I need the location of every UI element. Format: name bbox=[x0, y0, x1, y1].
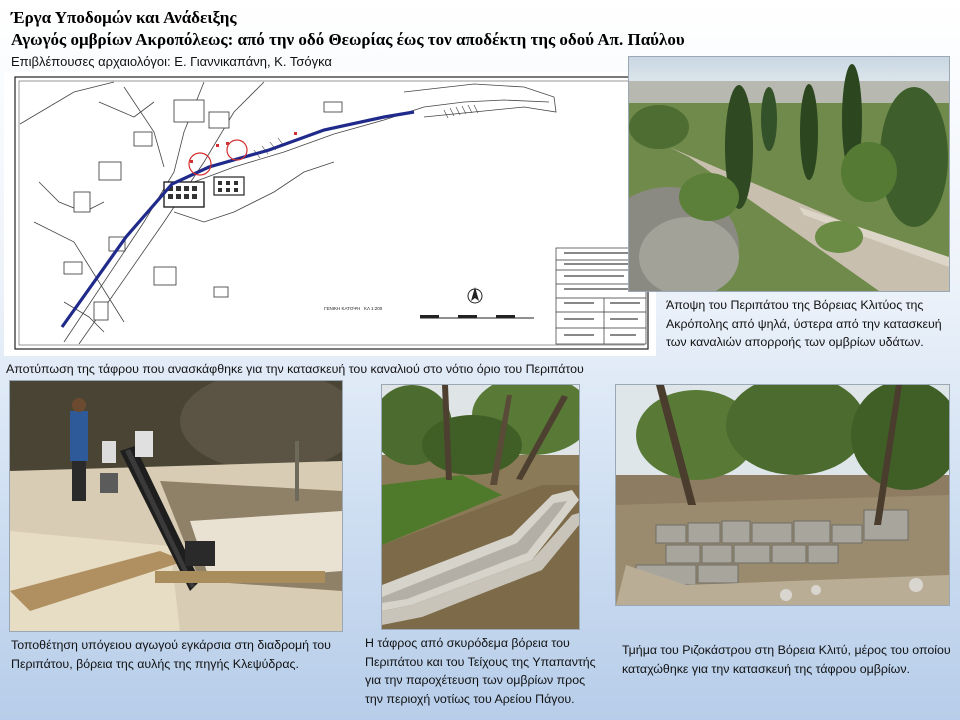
concrete-trench-photo bbox=[381, 384, 580, 630]
plan-title: ΓΕΝΙΚΗ ΚΑΤΟΨΗ bbox=[324, 306, 361, 311]
supervisors-line: Επιβλέπουσες αρχαιολόγοι: Ε. Γιαννικαπάνη, Κ. Τσόγκα bbox=[11, 54, 332, 69]
scale-bar bbox=[420, 315, 534, 318]
page-subtitle: Αγωγός ομβρίων Ακροπόλεως: από την οδό Θεωρίας έως τον αποδέκτη της οδού Απ. Παύλου bbox=[11, 30, 685, 49]
promenade-view-photo bbox=[628, 56, 950, 292]
plan-scale: ΚΛ 1:200 bbox=[364, 306, 383, 311]
site-plan-drawing bbox=[4, 72, 656, 356]
promenade-view-caption: Άποψη του Περιπάτου της Βόρειας Κλιτύος της Ακρόπολης από ψηλά, ύστερα από την κατασκευή των καναλιών απορροής των ομβρίων υδάτων. bbox=[666, 298, 942, 349]
rizokastro-wall-photo bbox=[615, 384, 950, 606]
wall-caption: Τμήμα του Ριζοκάστρου στη Βόρεια Κλιτύ, μέρος του οποίου καταχώθηκε για την κατασκευή της τάφρου ομβρίων. bbox=[622, 643, 951, 676]
pipe-caption: Τοποθέτηση υπόγειου αγωγού εγκάρσια στη διαδρομή του Περιπάτου, βόρεια της αυλής της πηγής Κλεψύδρας. bbox=[11, 638, 331, 671]
excavation-marker bbox=[227, 140, 247, 160]
plan-caption: Αποτύπωση της τάφρου που ανασκάφθηκε για την κατασκευή του καναλιού στο νότιο όριο του Περιπάτου bbox=[6, 362, 584, 376]
trench-caption: Η τάφρος από σκυρόδεμα βόρεια του Περιπάτου και του Τείχους της Υπαπαντής για την παροχέτευση των ομβρίων προς την περιοχή νοτίως του Αρείου Πάγου. bbox=[365, 636, 596, 706]
drain-route-line bbox=[62, 112, 414, 327]
page-title: Έργα Υποδομών και Ανάδειξης bbox=[11, 8, 237, 27]
pipe-installation-photo bbox=[9, 380, 343, 632]
north-arrow-icon bbox=[468, 287, 482, 303]
